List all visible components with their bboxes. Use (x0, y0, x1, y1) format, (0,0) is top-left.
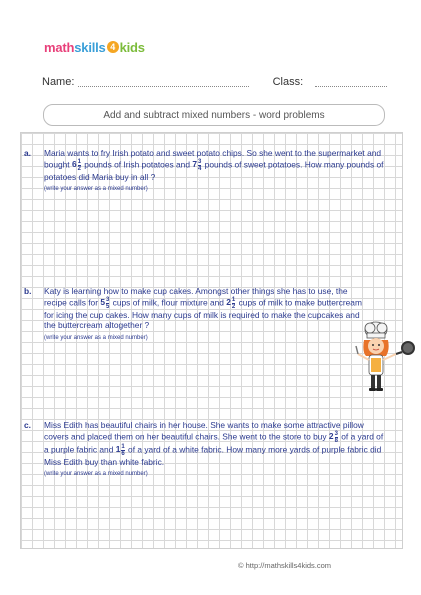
class-label: Class: (272, 76, 304, 88)
mixed-number: 2 $\frac{1}{2}$ (226, 296, 236, 310)
question-letter: b. (24, 286, 32, 296)
question-text: Katy is learning how to make cup cakes. Amongst other things she has to use, the recipe calls for 5 $\frac{3}{5}$ cups of milk, flour mixture and 2 $\frac{1}{2}$ cups of milk to make buttercream for icing the cup cakes. How many cups of milk is required to make the cupcakes and the buttercream altogether ? (write your answer as a mixed number) (44, 286, 369, 343)
mixed-number: 2 $\frac{3}{8}$ (328, 430, 338, 444)
answer-note: (write your answer as a mixed number) (44, 186, 148, 193)
mixed-number: 1 $\frac{1}{6}$ (115, 443, 125, 457)
mixed-number: 6 $\frac{1}{2}$ (71, 158, 81, 172)
answer-note: (write your answer as a mixed number) (44, 334, 148, 341)
question-letter: c. (24, 420, 31, 430)
answer-note: (write your answer as a mixed number) (44, 471, 148, 478)
question-text: Maria wants to fry Irish potato and sweet potato chips. So she went to the supermarket and bought 6 $\frac{1}{2}$ pounds of Irish potatoes and 7 $\frac{3}{4}$ pounds of sweet potatoes. How many pounds of potatoes did Maria buy in all ? (write your answer as a mixed number) (44, 148, 389, 195)
name-label: Name: (42, 76, 75, 88)
mixed-number: 7 $\frac{3}{4}$ (192, 158, 202, 172)
class-field[interactable] (315, 76, 387, 87)
question-text: Miss Edith has beautiful chairs in her house. She wants to make some attractive pillow covers and placed them on her beautiful chairs. She went to the store to buy 2 $\frac{3}{8}$ of a yard of a purple fabric and 1 $\frac{1}{6}$ of a yard of a white fabric. How many more yards of purple fabric did Miss Edith buy than white fabric. (write your answer as a mixed number) (44, 420, 389, 480)
mixed-number: 5 $\frac{3}{5}$ (100, 296, 110, 310)
name-class-row (42, 74, 387, 88)
logo-badge: 4 (107, 41, 119, 53)
footer-url[interactable]: © http://mathskills4kids.com (238, 561, 332, 570)
name-field[interactable] (78, 76, 248, 87)
question-letter: a. (24, 148, 31, 158)
worksheet-title: Add and subtract mixed numbers - word problems (43, 104, 385, 126)
site-logo: math skills 4 kids (44, 39, 145, 55)
chef-girl-icon (352, 320, 416, 396)
